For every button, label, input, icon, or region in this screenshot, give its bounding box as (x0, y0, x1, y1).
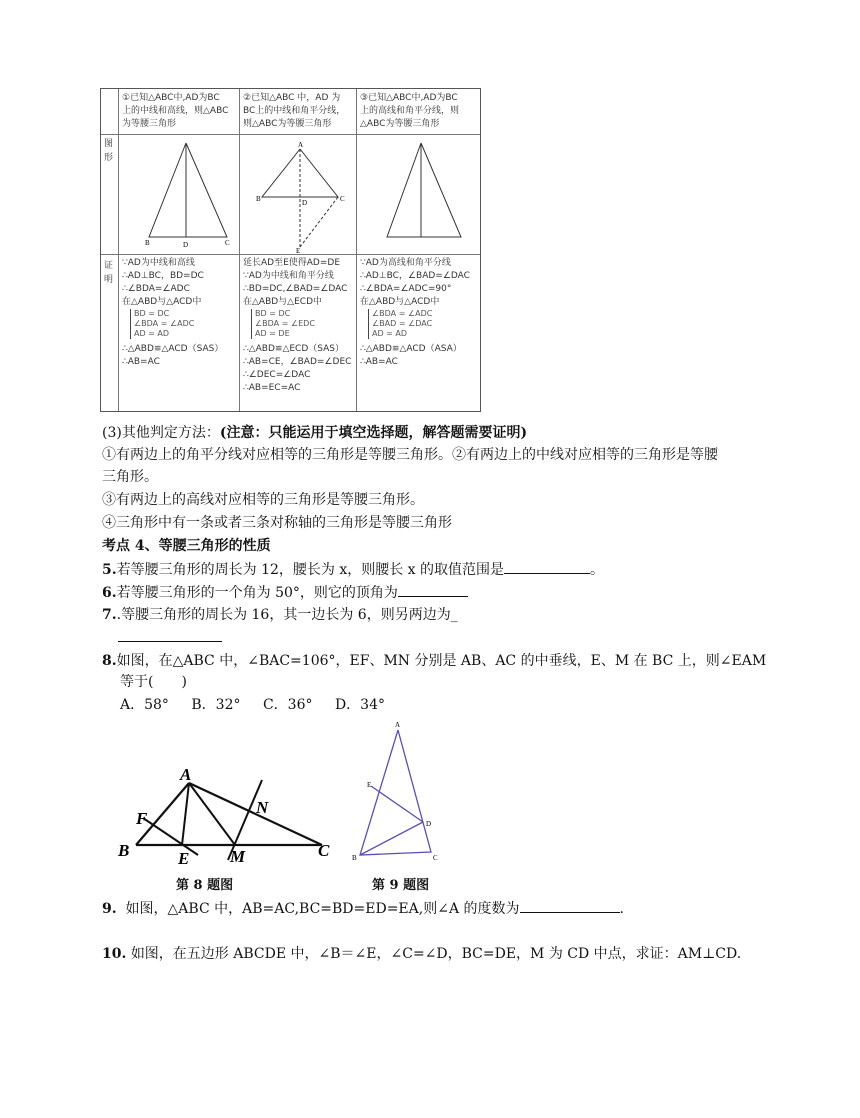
question-7: 7..等腰三角形的周长为 16，其一边长为 6，则另两边为_ (102, 607, 458, 623)
answer-blank-7 (118, 641, 222, 642)
figure-8 (110, 760, 340, 870)
fig8-label-b: B (118, 841, 130, 860)
col1-proof: ∵AD为中线和高线 ∴AD⊥BC，BD=DC ∴∠BDA=∠ADC 在△ABD与△ACD中 BD = DC ∠BDA = ∠ADC AD = AD ∴△ABD≌△ACD（SAS） ∴AB=AC (122, 258, 224, 367)
row-header-figure: 图形 (104, 139, 114, 163)
method-item-3: ③有两边上的高线对应相等的三角形是等腰三角形。 (102, 492, 424, 508)
method-item-4: ④三角形中有一条或者三条对称轴的三角形是等腰三角形 (102, 515, 452, 531)
question-8-line2: 等于( ) (120, 674, 187, 690)
question-8-line1: 8.如图，在△ABC 中，∠BAC=106°，EF、MN 分别是 AB、AC 的中垂线，E、M 在 BC 上，则∠EAM (102, 653, 767, 669)
fig2-label-b: B (256, 195, 261, 203)
col3-proof: ∵AD为高线和角平分线 ∴AD⊥BC，∠BAD=∠DAC ∴∠BDA=∠ADC=90° 在△ABD与△ACD中 ∠BDA = ∠ADC ∠BAD = ∠DAC AD = AD ∴△ABD≌△ACD（ASA） ∴AB=AC (360, 258, 470, 367)
method-item-1-line1: ①有两边上的角平分线对应相等的三角形是等腰三角形。②有两边上的中线对应相等的三角形是等腰 (102, 447, 718, 463)
fig9-label-c: C (433, 854, 438, 862)
figure-9 (348, 718, 448, 868)
fig9-label-e: E (367, 781, 372, 789)
fig8-label-f: F (136, 809, 148, 828)
col2-proof: 延长AD至E使得AD=DE ∵AD为中线和角平分线 ∴BD=DC,∠BAD=∠DAC 在△ABD与△ECD中 BD = DC ∠BDA = ∠EDC AD = DE ∴△ABD≌△ECD（SAS） ∴AB=CE，∠BAD=∠DEC ∴∠DEC=∠DAC ∴AB=EC=AC (243, 258, 352, 393)
fig1-label-c: C (225, 239, 230, 247)
table-figure-2 (240, 135, 356, 254)
col3-head: ③已知△ABC中,AD为BC 上的高线和角平分线，则 △ABC为等腰三角形 (360, 93, 460, 129)
methods-title: (3)其他判定方法：(注意：只能运用于填空选择题，解答题需要证明) (102, 425, 528, 441)
fig2-label-d: D (302, 199, 308, 207)
answer-blank-6 (398, 582, 468, 597)
question-10: 10. 如图，在五边形 ABCDE 中，∠B＝∠E，∠C=∠D，BC=DE，M 为 CD 中点，求证：AM⊥CD. (102, 946, 742, 962)
col2-head: ②已知△ABC 中，AD 为 BC上的中线和角平分线， 则△ABC为等腰三角形 (243, 93, 346, 129)
method-item-1-line2: 三角形。 (102, 469, 158, 485)
fig8-caption: 第 8 题图 (176, 878, 234, 893)
answer-blank-9 (520, 898, 620, 913)
fig8-label-n: N (256, 798, 269, 817)
fig9-label-a: A (395, 721, 401, 729)
fig8-label-m: M (230, 847, 246, 866)
fig8-label-e: E (178, 849, 190, 868)
question-9: 9. 如图，△ABC 中，AB=AC,BC=BD=ED=EA,则∠A 的度数为 . (102, 898, 624, 919)
table-figure-3 (357, 135, 479, 254)
option-c: C．36° (262, 697, 313, 713)
fig2-label-a: A (298, 141, 304, 149)
fig2-label-c: C (340, 195, 345, 203)
option-a: A．58° (120, 697, 169, 713)
answer-blank-5 (504, 559, 590, 574)
option-d: D．34° (334, 697, 385, 713)
fig9-caption: 第 9 题图 (372, 878, 430, 893)
fig8-label-c: C (318, 841, 330, 860)
col1-head: ①已知△ABC中,AD为BC 上的中线和高线，则△ABC 为等腰三角形 (122, 93, 229, 129)
question-6: 6.若等腰三角形的一个角为 50°，则它的顶角为 (102, 582, 468, 603)
fig9-label-d: D (426, 820, 432, 828)
table-figure-1 (119, 135, 239, 254)
fig1-label-d: D (183, 241, 189, 249)
fig9-label-b: B (352, 854, 357, 862)
question-5: 5.若等腰三角形的周长为 12，腰长为 x，则腰长 x 的取值范围是 。 (102, 559, 604, 580)
fig1-label-b: B (145, 239, 150, 247)
fig8-label-a: A (180, 765, 192, 784)
fig2-label-e: E (296, 247, 301, 254)
row-header-proof: 证明 (104, 261, 114, 285)
question-8-options (120, 695, 385, 715)
section-title: 考点 4、等腰三角形的性质 (102, 538, 271, 554)
option-b: B．32° (191, 697, 241, 713)
criteria-table (100, 88, 481, 412)
